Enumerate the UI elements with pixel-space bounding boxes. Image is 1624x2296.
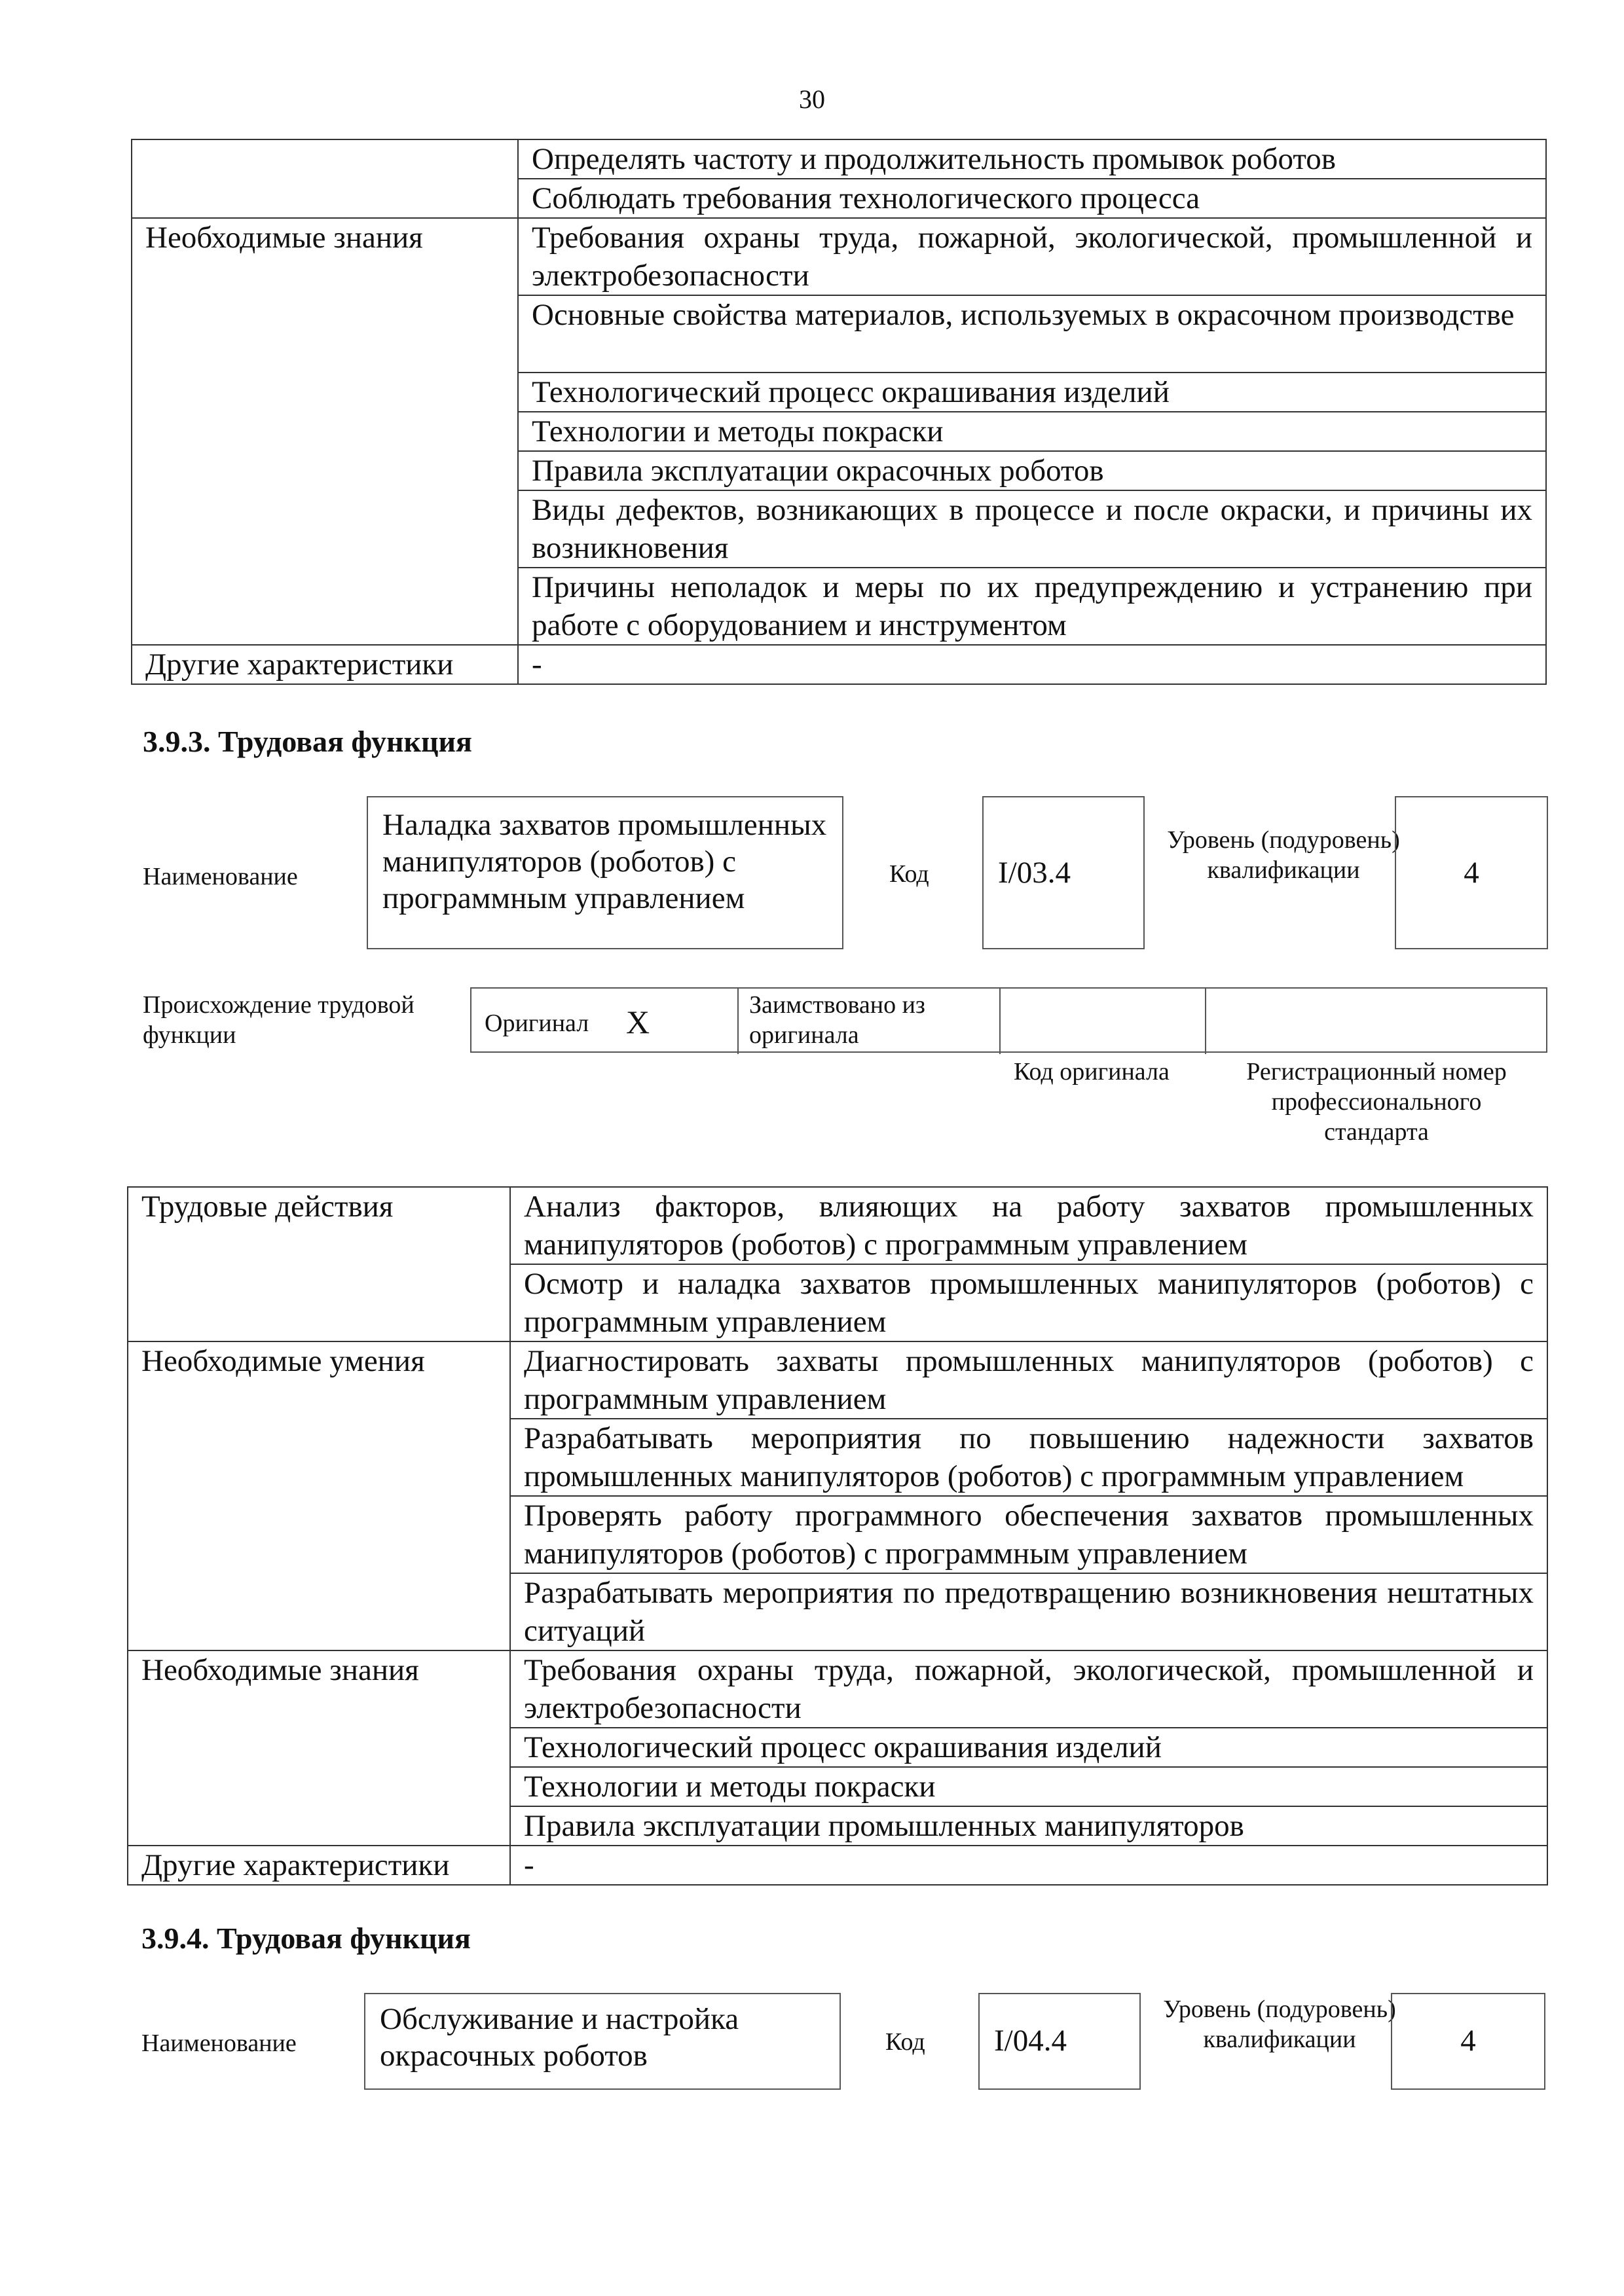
table-label: Трудовые действия <box>128 1187 510 1341</box>
name-value: Наладка захватов промышленных манипуляторов (роботов) с программным управлением <box>382 808 827 915</box>
table-label: Необходимые умения <box>128 1341 510 1650</box>
table-label: Необходимые знания <box>128 1650 510 1846</box>
reg-number-caption: Регистрационный номер профессионального стандарта <box>1246 1058 1507 1146</box>
divider <box>1205 989 1206 1054</box>
table-cell: Правила эксплуатации окрасочных роботов <box>518 451 1546 490</box>
table-cell: Разрабатывать мероприятия по предотвращению возникновения нештатных ситуаций <box>510 1573 1547 1650</box>
page-number: 30 <box>799 84 825 114</box>
table-cell: Определять частоту и продолжительность промывок роботов <box>518 139 1546 179</box>
table-cell: Разрабатывать мероприятия по повышению надежности захватов промышленных манипуляторов (роботов) с программным управлением <box>510 1419 1547 1496</box>
table-cell: - <box>510 1846 1547 1885</box>
main-table <box>127 1186 1548 1886</box>
table-cell: Технологии и методы покраски <box>510 1767 1547 1806</box>
level-label: Уровень (подуровень) квалификации <box>1163 1995 1396 2053</box>
name-box <box>364 1993 841 2090</box>
table-cell: Правила эксплуатации промышленных манипуляторов <box>510 1806 1547 1846</box>
code-box <box>978 1993 1141 2090</box>
code-value: I/04.4 <box>994 2024 1067 2058</box>
code-label: Код <box>889 860 929 888</box>
level-label: Уровень (подуровень) квалификации <box>1167 826 1400 884</box>
table-label: Необходимые знания <box>132 218 518 645</box>
table-cell: Основные свойства материалов, используемых в окрасочном производстве <box>518 295 1546 373</box>
table-cell: Диагностировать захваты промышленных манипуляторов (роботов) с программным управлением <box>510 1341 1547 1419</box>
table-cell: Осмотр и наладка захватов промышленных манипуляторов (роботов) с программным управлением <box>510 1264 1547 1341</box>
code-original-caption: Код оригинала <box>1014 1058 1170 1085</box>
name-label: Наименование <box>141 2030 297 2057</box>
table-cell: Соблюдать требования технологического процесса <box>518 179 1546 218</box>
top-table <box>131 139 1547 685</box>
code-label: Код <box>885 2028 925 2056</box>
table-cell: Виды дефектов, возникающих в процессе и после окраски, и причины их возникновения <box>518 490 1546 568</box>
table-label: Другие характеристики <box>128 1846 510 1885</box>
original-label: Оригинал <box>485 1010 589 1037</box>
table-cell: - <box>518 645 1546 684</box>
name-value: Обслуживание и настройка окрасочных роботов <box>380 2002 739 2073</box>
table-cell: Технологический процесс окрашивания изделий <box>518 373 1546 412</box>
code-box <box>982 796 1145 949</box>
borrowed-label: Заимствовано из оригинала <box>749 991 925 1049</box>
level-value: 4 <box>1464 856 1479 890</box>
section-heading: 3.9.3. Трудовая функция <box>143 725 472 758</box>
section-heading: 3.9.4. Трудовая функция <box>141 1922 471 1955</box>
divider <box>999 989 1001 1054</box>
name-box <box>367 796 843 949</box>
table-cell: Технологии и методы покраски <box>518 412 1546 451</box>
origin-row <box>470 987 1547 1053</box>
table-cell: Требования охраны труда, пожарной, экологической, промышленной и электробезопасности <box>510 1650 1547 1728</box>
table-label <box>132 139 518 218</box>
original-mark: X <box>626 1004 650 1040</box>
level-value: 4 <box>1460 2024 1476 2058</box>
table-label: Другие характеристики <box>132 645 518 684</box>
table-cell: Требования охраны труда, пожарной, экологической, промышленной и электробезопасности <box>518 218 1546 295</box>
level-box <box>1391 1993 1545 2090</box>
table-cell: Технологический процесс окрашивания изделий <box>510 1728 1547 1767</box>
table-cell: Проверять работу программного обеспечения захватов промышленных манипуляторов (роботов) с программным управлением <box>510 1496 1547 1573</box>
divider <box>737 989 739 1054</box>
table-cell: Причины неполадок и меры по их предупреждению и устранению при работе с оборудованием и инструментом <box>518 568 1546 645</box>
origin-label: Происхождение трудовой функции <box>143 991 415 1049</box>
table-cell: Анализ факторов, влияющих на работу захватов промышленных манипуляторов (роботов) с программным управлением <box>510 1187 1547 1264</box>
code-value: I/03.4 <box>998 856 1071 890</box>
name-label: Наименование <box>143 863 298 890</box>
level-box <box>1395 796 1548 949</box>
